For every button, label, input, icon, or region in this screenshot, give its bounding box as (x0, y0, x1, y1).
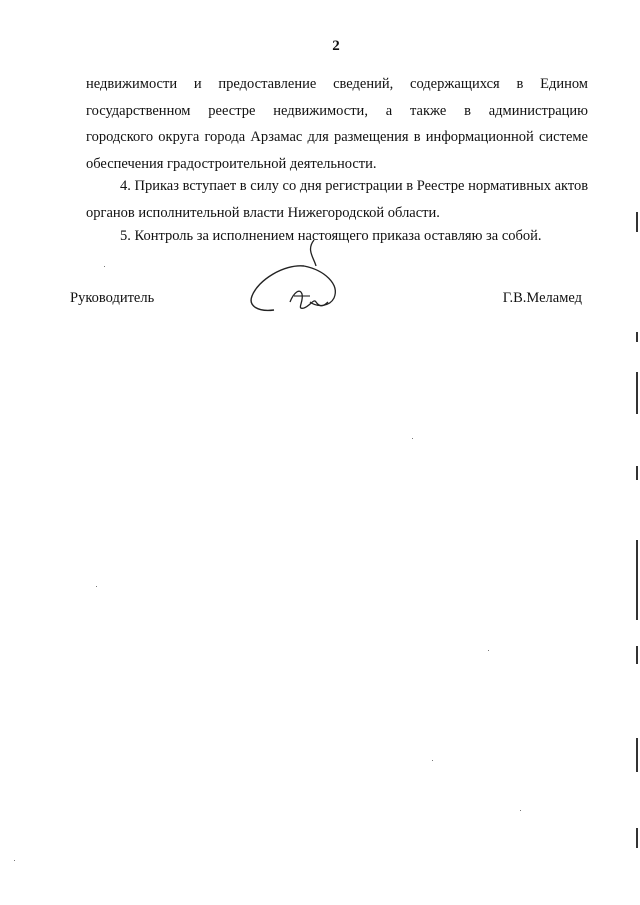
paragraph-line: 4. Приказ вступает в силу со дня регистрации в Реестре нормативных актов (120, 178, 589, 194)
paragraph-4 (86, 173, 588, 226)
scan-edge-mark (636, 738, 638, 772)
paragraph-line: обеспечения градостроительной деятельности. (86, 155, 377, 172)
signatory-title: Руководитель (70, 290, 155, 306)
scan-noise (520, 810, 521, 811)
scan-edge-mark (636, 372, 638, 414)
scan-edge-mark (636, 646, 638, 664)
signatory-name: Г.В.Меламед (502, 290, 582, 306)
scan-edge-mark (636, 828, 638, 848)
scan-edge-mark (636, 212, 638, 232)
paragraph-line: государственном реестре недвижимости, а также в администрацию (86, 102, 588, 119)
paragraph-line: городского округа города Арзамас для размещения в информационной системе (86, 129, 588, 145)
page-number: 2 (332, 38, 340, 54)
handwritten-signature (244, 236, 354, 318)
scan-edge-mark (636, 466, 638, 480)
paragraph-continuation (86, 71, 588, 177)
scan-noise (488, 650, 489, 651)
paragraph-line: недвижимости и предоставление сведений, содержащихся в Едином (86, 76, 588, 92)
paragraph-line: органов исполнительной власти Нижегородской области. (86, 204, 440, 221)
scan-noise (14, 860, 15, 861)
scan-noise (104, 266, 105, 267)
scan-edge-mark (636, 332, 638, 342)
scan-edge-mark (636, 540, 638, 620)
scan-noise (96, 586, 97, 587)
scan-noise (412, 438, 413, 439)
paragraph-line: 5. Контроль за исполнением настоящего приказа оставляю за собой. (120, 228, 542, 244)
scan-noise (432, 760, 433, 761)
